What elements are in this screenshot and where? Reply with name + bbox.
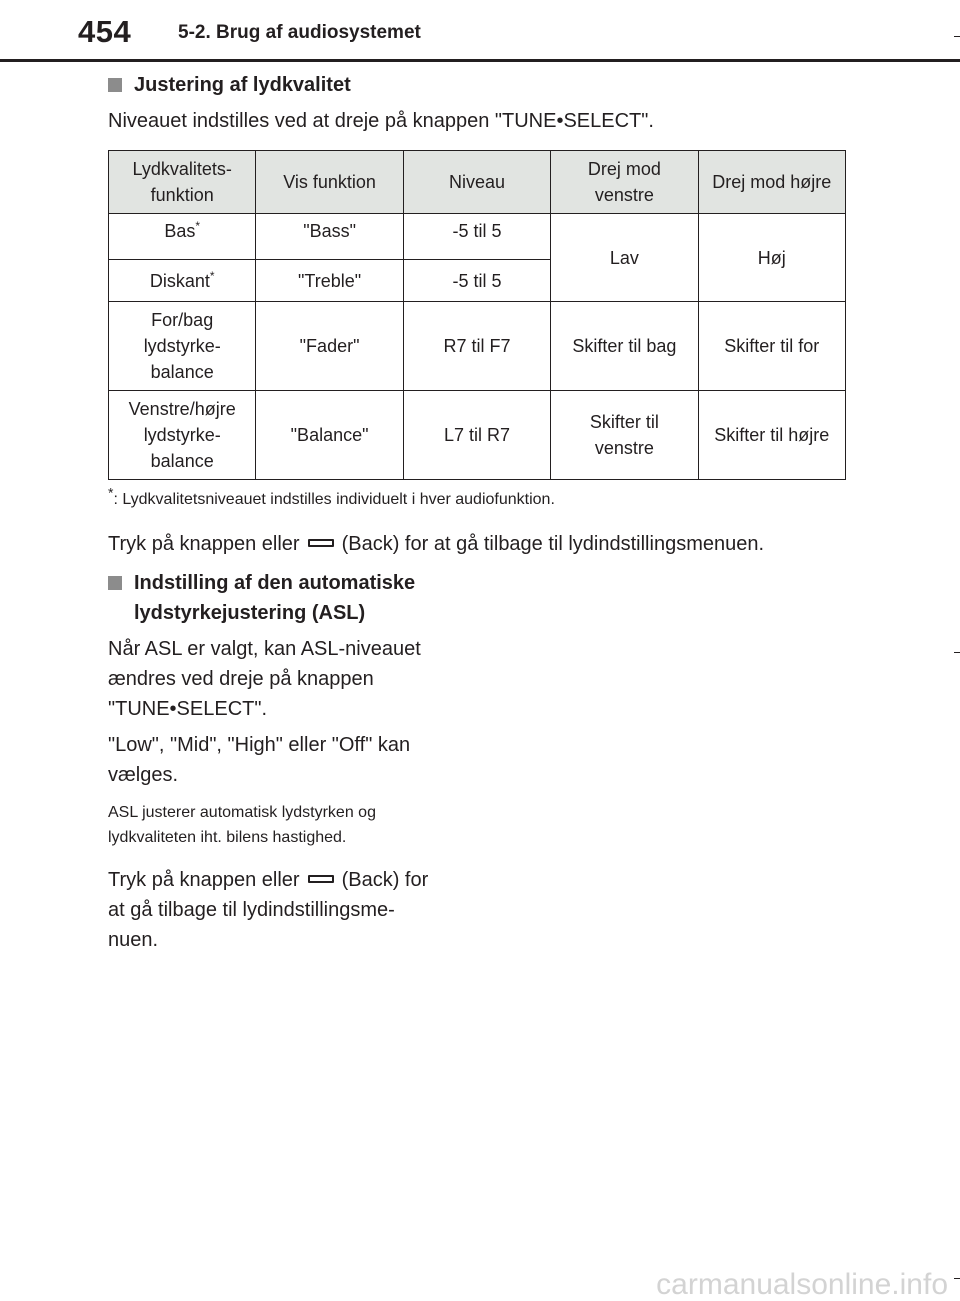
table-cell: Lav xyxy=(551,214,698,302)
back-button-icon xyxy=(308,875,334,883)
asl-back-instruction: Tryk på knappen eller (Back) for at gå tilbage til lydindstillingsme- nuen. xyxy=(108,869,429,951)
heading-asl: Indstilling af den automatiske lydstyrkejustering (ASL) xyxy=(108,568,415,628)
page-number: 454 xyxy=(78,14,132,49)
bullet-square-icon xyxy=(108,78,122,92)
table-cell: R7 til F7 xyxy=(403,302,550,391)
table-row xyxy=(109,214,846,260)
table-cell: -5 til 5 xyxy=(403,260,550,302)
table-cell: Bas* xyxy=(109,214,256,260)
table-header: Drej mod højre xyxy=(698,151,845,214)
asl-note: ASL justerer automatisk lydstyrken og lydkvaliteten iht. bilens hastighed. xyxy=(108,804,376,846)
intro-text: Niveauet indstilles ved at dreje på knappen "TUNE•SELECT". xyxy=(108,110,654,132)
table-row xyxy=(109,391,846,480)
asl-options: "Low", "Mid", "High" eller "Off" kan vælges. xyxy=(108,734,411,786)
table-cell: Skifter til venstre xyxy=(551,391,698,480)
bullet-square-icon xyxy=(108,576,122,590)
table-cell: Høj xyxy=(698,214,845,302)
table-cell: "Balance" xyxy=(256,391,403,480)
asl-paragraph: Når ASL er valgt, kan ASL-niveauet ændres ved dreje på knappen "TUNE•SELECT". xyxy=(108,638,421,720)
table-row xyxy=(109,302,846,391)
table-cell: "Treble" xyxy=(256,260,403,302)
back-instruction: Tryk på knappen eller (Back) for at gå tilbage til lydindstillingsmenuen. xyxy=(108,533,765,555)
table-header: Niveau xyxy=(403,151,550,214)
table-cell: Diskant* xyxy=(109,260,256,302)
table-cell: For/bag lydstyrke- balance xyxy=(109,302,256,391)
table-cell: "Fader" xyxy=(256,302,403,391)
crop-mark xyxy=(954,652,960,653)
sound-quality-table xyxy=(108,150,846,480)
table-cell: L7 til R7 xyxy=(403,391,550,480)
table-header: Lydkvalitets- funktion xyxy=(109,151,256,214)
header-rule xyxy=(0,59,960,62)
table-cell: Venstre/højre lydstyrke- balance xyxy=(109,391,256,480)
table-cell: -5 til 5 xyxy=(403,214,550,260)
back-button-icon xyxy=(308,539,334,547)
table-cell: Skifter til bag xyxy=(551,302,698,391)
table-header: Vis funktion xyxy=(256,151,403,214)
heading-sound-quality: Justering af lydkvalitet xyxy=(108,70,351,100)
section-title: 5-2. Brug af audiosystemet xyxy=(178,22,421,43)
crop-mark xyxy=(954,36,960,37)
table-footnote: *: Lydkvalitetsniveauet indstilles individuelt i hver audiofunktion. xyxy=(108,484,555,508)
table-cell: Skifter til for xyxy=(698,302,845,391)
table-cell: Skifter til højre xyxy=(698,391,845,480)
crop-mark xyxy=(954,1278,960,1279)
page-header xyxy=(0,0,960,62)
watermark: carmanualsonline.info xyxy=(656,1268,948,1301)
table-header: Drej mod venstre xyxy=(551,151,698,214)
table-cell: "Bass" xyxy=(256,214,403,260)
